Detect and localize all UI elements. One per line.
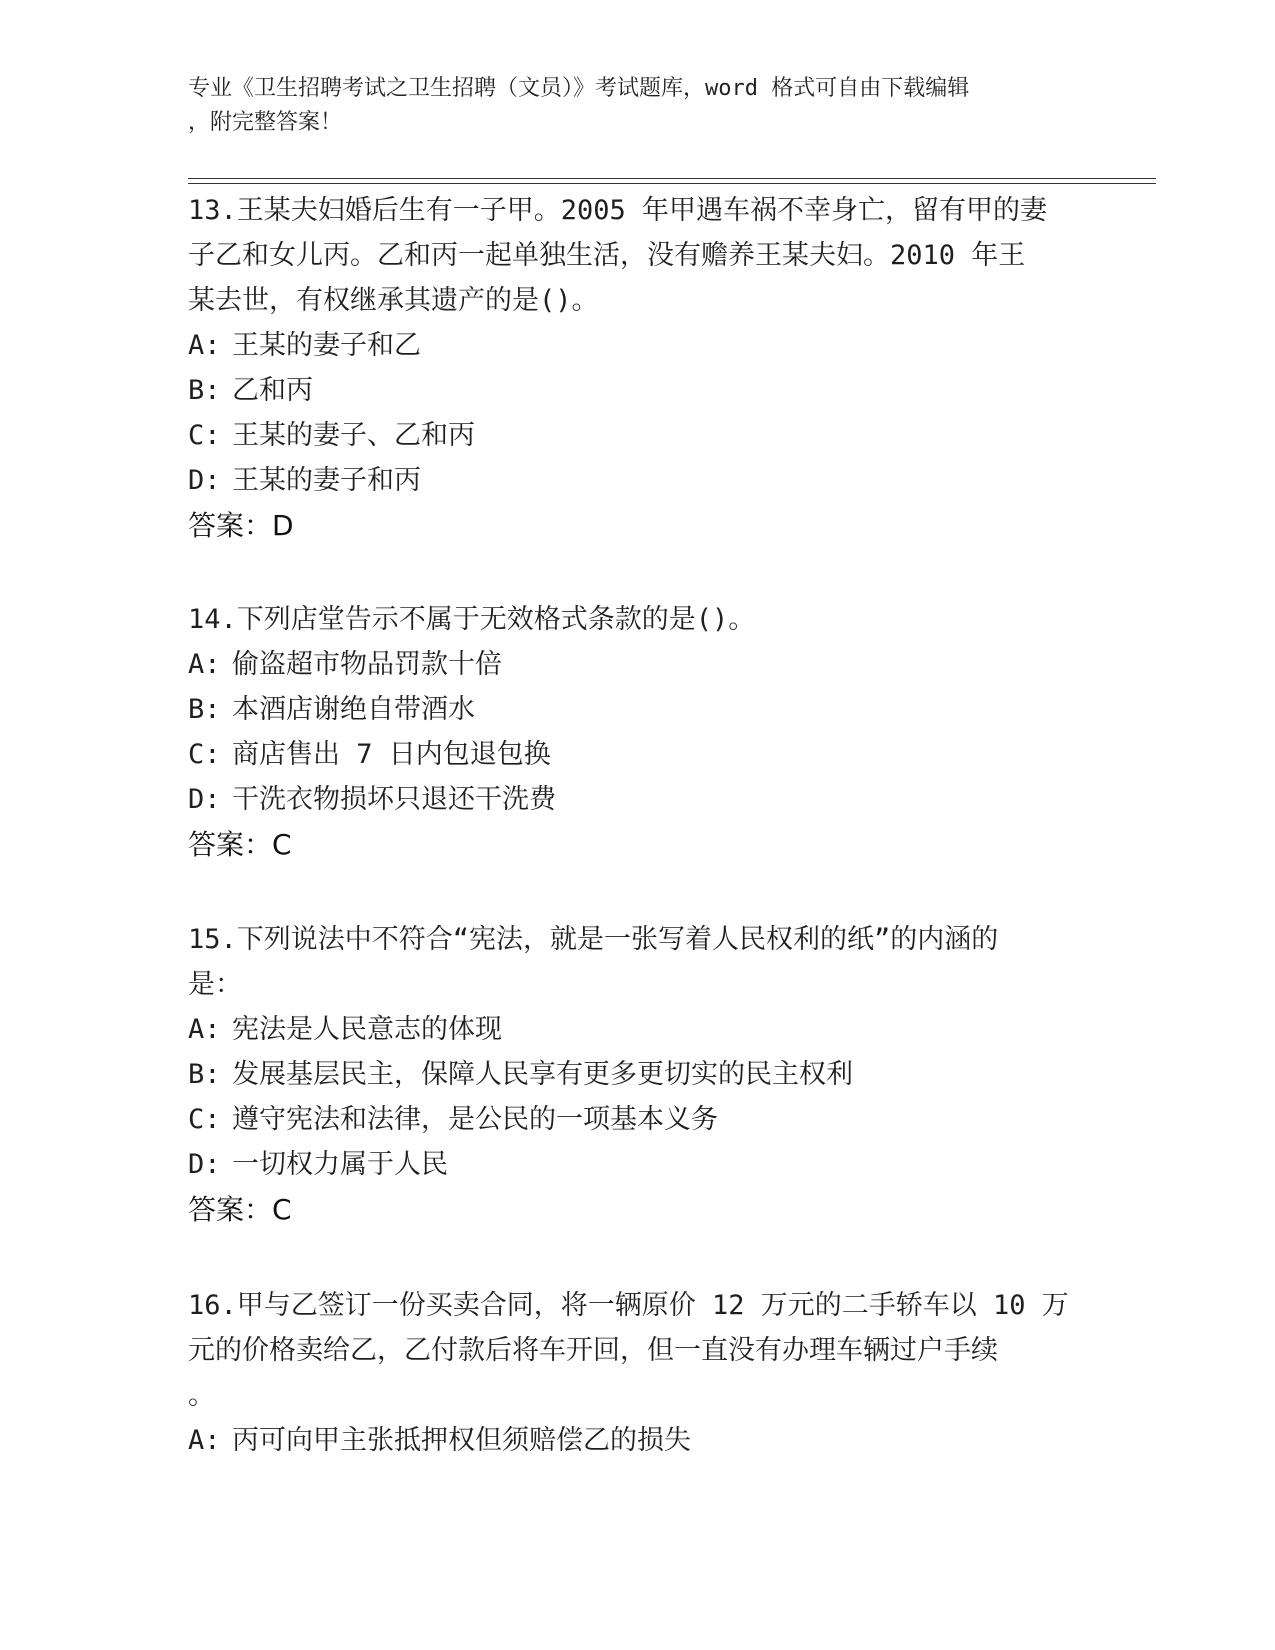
option-letter: B: <box>188 1059 221 1090</box>
option-letter: C: <box>188 1104 221 1135</box>
option-b <box>188 1052 1088 1097</box>
option-letter: A: <box>188 649 221 680</box>
question-text-line: 15.下列说法中不符合“宪法，就是一张写着人民权利的纸”的内涵的 <box>188 924 999 955</box>
option-text: 干洗衣物损坏只退还干洗费 <box>232 784 556 815</box>
option-letter: D: <box>188 784 221 815</box>
option-b <box>188 368 1088 413</box>
option-letter: A: <box>188 1014 221 1045</box>
answer-label: 答案：C <box>188 828 292 861</box>
option-text: 一切权力属于人民 <box>232 1149 448 1180</box>
question-text-line: 。 <box>188 1380 215 1411</box>
option-text: 王某的妻子和丙 <box>232 465 421 496</box>
option-letter: B: <box>188 694 221 725</box>
question-13 <box>188 188 1088 549</box>
question-text-line: 14.下列店堂告示不属于无效格式条款的是()。 <box>188 604 756 635</box>
option-letter: D: <box>188 465 221 496</box>
option-a <box>188 323 1088 368</box>
answer-label: 答案：C <box>188 1193 292 1226</box>
question-text-line: 13.王某夫妇婚后生有一子甲。2005 年甲遇车祸不幸身亡，留有甲的妻 <box>188 195 1048 226</box>
option-text: 乙和丙 <box>232 375 313 406</box>
option-letter: B: <box>188 375 221 406</box>
option-text: 本酒店谢绝自带酒水 <box>232 694 475 725</box>
option-b <box>188 687 1088 732</box>
option-text: 商店售出 7 日内包退包换 <box>232 739 551 770</box>
question-text-line: 某去世，有权继承其遗产的是()。 <box>188 285 599 316</box>
option-text: 发展基层民主，保障人民享有更多更切实的民主权利 <box>232 1059 853 1090</box>
option-text: 丙可向甲主张抵押权但须赔偿乙的损失 <box>232 1425 691 1456</box>
option-letter: A: <box>188 1425 221 1456</box>
option-letter: A: <box>188 330 221 361</box>
header-rule-bottom <box>188 183 1156 184</box>
document-header <box>188 72 1068 140</box>
question-text-line: 子乙和女儿丙。乙和丙一起单独生活，没有赡养王某夫妇。2010 年王 <box>188 240 1026 271</box>
header-line-1: 专业《卫生招聘考试之卫生招聘（文员）》考试题库，word 格式可自由下载编辑 <box>188 76 970 101</box>
option-c <box>188 732 1088 777</box>
option-c <box>188 413 1088 458</box>
option-a <box>188 1007 1088 1052</box>
option-a <box>188 642 1088 687</box>
option-a <box>188 1418 1088 1463</box>
option-letter: C: <box>188 739 221 770</box>
question-text-line: 16.甲与乙签订一份买卖合同，将一辆原价 12 万元的二手轿车以 10 万 <box>188 1290 1069 1321</box>
question-text-line: 是： <box>188 969 242 1000</box>
question-15 <box>188 917 1088 1233</box>
option-letter: D: <box>188 1149 221 1180</box>
option-text: 偷盗超市物品罚款十倍 <box>232 649 502 680</box>
option-d <box>188 458 1088 503</box>
option-text: 遵守宪法和法律，是公民的一项基本义务 <box>232 1104 718 1135</box>
option-letter: C: <box>188 420 221 451</box>
question-14 <box>188 597 1088 868</box>
option-text: 王某的妻子、乙和丙 <box>232 420 475 451</box>
option-text: 王某的妻子和乙 <box>232 330 421 361</box>
question-16 <box>188 1283 1088 1463</box>
header-line-2: ，附完整答案！ <box>188 110 343 135</box>
answer-label: 答案：D <box>188 509 294 542</box>
option-d <box>188 1142 1088 1187</box>
question-text-line: 元的价格卖给乙，乙付款后将车开回，但一直没有办理车辆过户手续 <box>188 1335 998 1366</box>
option-c <box>188 1097 1088 1142</box>
option-d <box>188 777 1088 822</box>
header-rule-top <box>188 178 1156 179</box>
option-text: 宪法是人民意志的体现 <box>232 1014 502 1045</box>
